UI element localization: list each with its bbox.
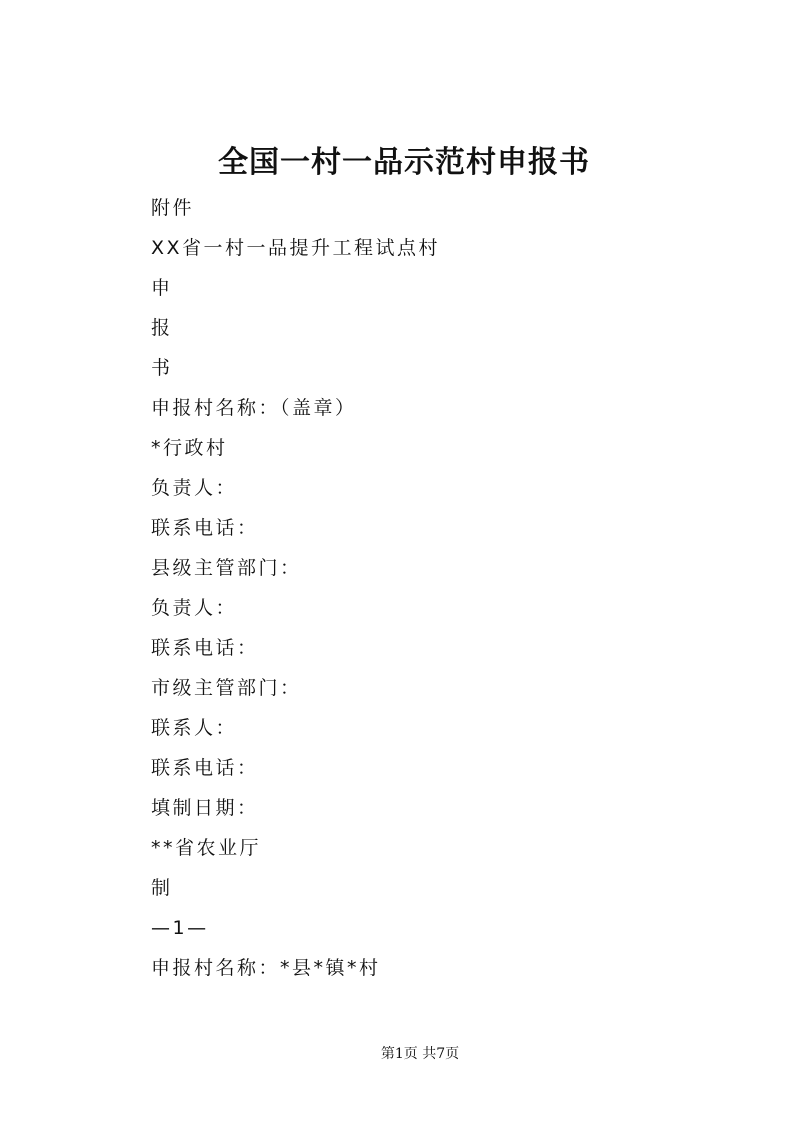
body-line-zhi: 制 — [151, 877, 173, 899]
document-body — [151, 188, 711, 988]
body-line-contact-phone: 联系电话： — [151, 517, 259, 539]
body-line-shu: 书 — [151, 357, 173, 379]
body-line-agriculture-department: **省农业厅 — [151, 837, 262, 859]
body-line-county-person-in-charge: 负责人： — [151, 597, 238, 619]
body-line-city-department: 市级主管部门： — [151, 677, 302, 699]
body-line-county-contact-phone: 联系电话： — [151, 637, 259, 659]
body-line-shen: 申 — [151, 277, 173, 299]
body-line-city-contact-person: 联系人： — [151, 717, 238, 739]
document-title: 全国一村一品示范村申报书 — [218, 145, 590, 180]
body-line-village-name-seal: 申报村名称：（盖章） — [151, 397, 357, 419]
body-line-page-marker: —1— — [151, 917, 209, 939]
body-line-county-department: 县级主管部门： — [151, 557, 302, 579]
body-line-village-name-detail: 申报村名称：*县*镇*村 — [151, 957, 381, 979]
body-line-bao: 报 — [151, 317, 173, 339]
body-line-city-contact-phone: 联系电话： — [151, 757, 259, 779]
body-line-attachment: 附件 — [151, 197, 195, 219]
page-footer: 第1页 共7页 — [380, 1046, 460, 1062]
body-line-pilot-village: XX省一村一品提升工程试点村 — [151, 237, 441, 259]
body-line-administrative-village: *行政村 — [151, 437, 228, 459]
body-line-fill-date: 填制日期： — [151, 797, 259, 819]
body-line-person-in-charge: 负责人： — [151, 477, 238, 499]
